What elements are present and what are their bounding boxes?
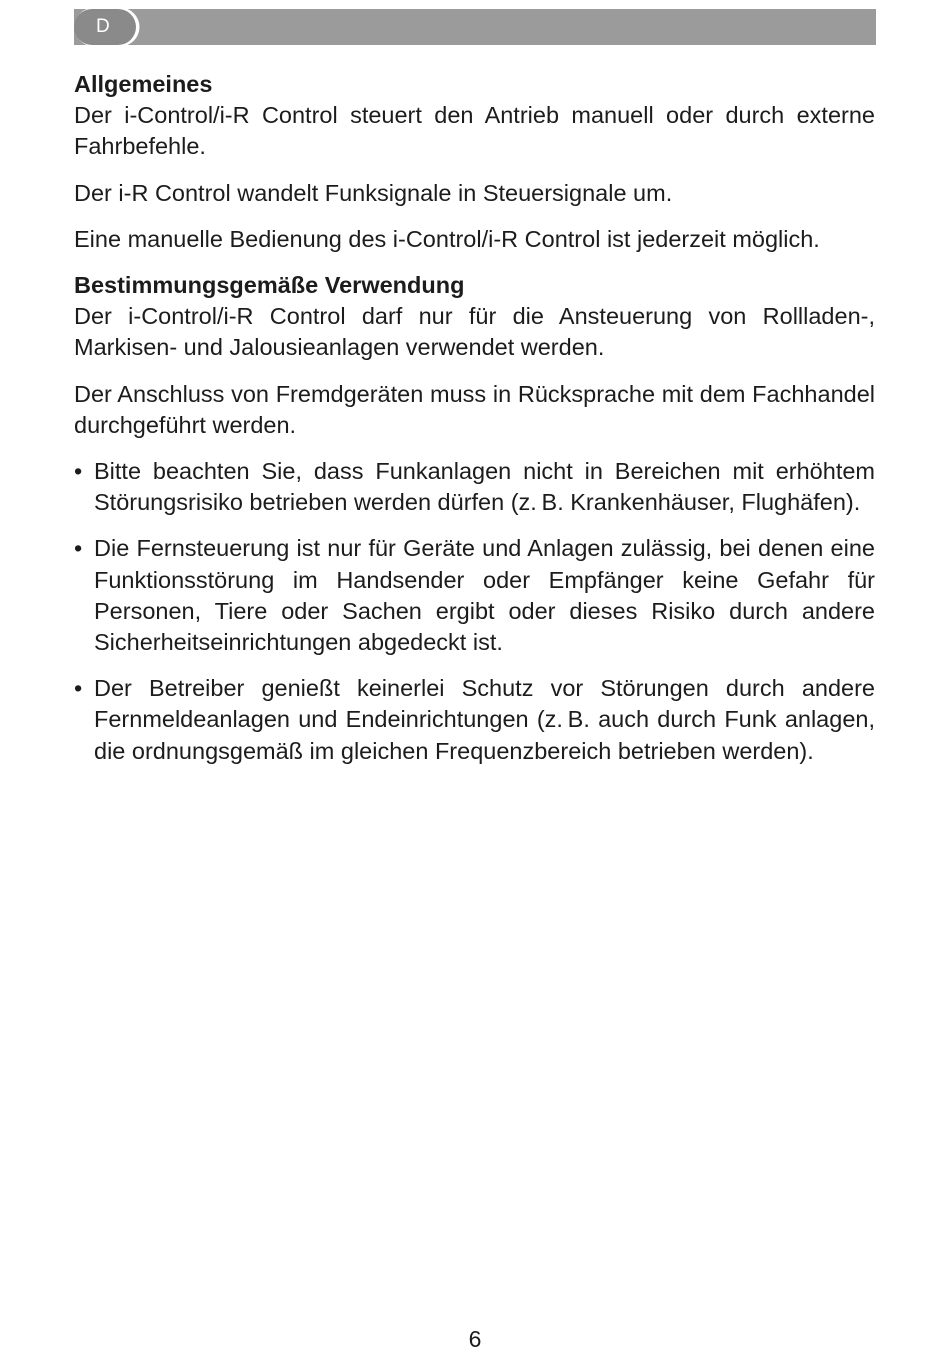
- language-tab: D: [74, 9, 136, 45]
- bullet-text: Die Fernsteuerung ist nur für Geräte und Anlagen zulässig, bei denen eine Funktionsstörung im Handsender oder Empfänger keine Gefahr für Personen, Tiere oder Sachen ergibt oder dieses Risiko durch andere Sicherheitseinrichtungen abgedeckt ist.: [94, 535, 875, 656]
- page-content: [74, 69, 875, 782]
- header-bar: [74, 9, 876, 45]
- section-heading-allgemeines: Allgemeines: [74, 71, 213, 97]
- bullet-text: Bitte beachten Sie, dass Funkanlagen nicht in Bereichen mit erhöhtem Störungsrisiko betrieben werden dürfen (z. B. Krankenhäuser, Flughäfen).: [94, 458, 875, 516]
- paragraph: Der i-R Control wandelt Funksignale in Steuersignale um.: [74, 179, 673, 206]
- page-number: 6: [468, 1326, 482, 1352]
- bullet-icon: •: [74, 458, 83, 485]
- section-heading-verwendung: Bestimmungsgemäße Verwendung: [74, 272, 465, 299]
- paragraph: Eine manuelle Bedienung des i-Control/i-R Control ist jederzeit möglich.: [74, 225, 820, 252]
- bullet-list: [74, 456, 875, 767]
- paragraph: Der i-Control/i-R Control steuert den Antrieb manuell oder durch externe Fahrbefehle.: [74, 102, 875, 160]
- bullet-item: [74, 673, 875, 767]
- paragraph: Der Anschluss von Fremdgeräten muss in Rücksprache mit dem Fachhandel durchgeführt werden.: [74, 380, 875, 438]
- bullet-item: [74, 456, 875, 518]
- bullet-icon: •: [74, 535, 83, 562]
- bullet-icon: •: [74, 675, 83, 702]
- bullet-text: Der Betreiber genießt keinerlei Schutz vor Störungen durch andere Fernmeldeanlagen und Endeinrichtungen (z. B. auch durch Funk anlagen, die ordnungsgemäß im gleichen Frequenzbereich betrieben werden).: [94, 675, 875, 764]
- bullet-item: [74, 533, 875, 658]
- paragraph: Der i-Control/i-R Control darf nur für die Ansteuerung von Rollladen-, Markisen- und Jalousieanlagen verwendet werden.: [74, 303, 875, 361]
